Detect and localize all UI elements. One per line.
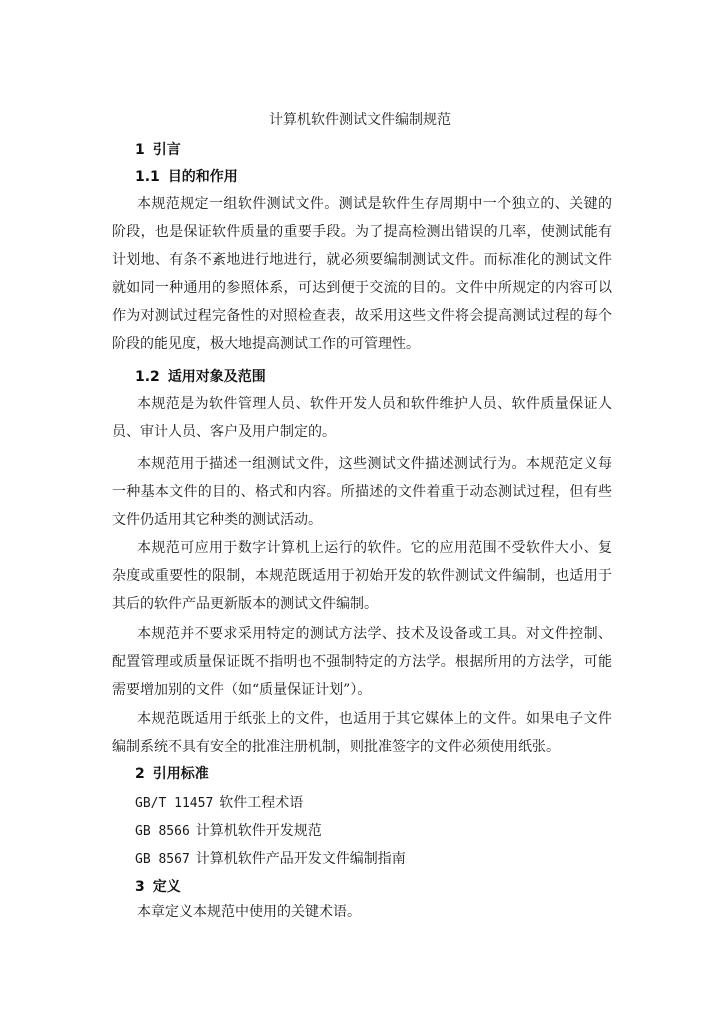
paragraph-purpose: 本规范规定一组软件测试文件。测试是软件生存周期中一个独立的、关键的阶段，也是保证软件质量的重要手段。为了提高检测出错误的几率，使测试能有计划地、有条不紊地进行地进行，就必须要编制测试文件。而标准化的测试文件就如同一种通用的参照体系，可达到便于交流的目的。文件中所规定的内容可以作为对测试过程完备性的对照检查表，故采用这些文件将会提高测试过程的每个阶段的能见度，极大地提高测试工作的可管理性。	[112, 196, 612, 352]
section-heading-3	[135, 877, 181, 897]
reference-item	[135, 821, 322, 842]
reference-item	[135, 793, 303, 814]
section-number: 3	[135, 879, 145, 895]
paragraph-scope-4: 本规范并不要求采用特定的测试方法学、技术及设备或工具。对文件控制、配置管理或质量保证既不指明也不强制特定的方法学。根据所用的方法学，可能需要增加别的文件（如“质量保证计划”）。	[112, 626, 612, 698]
section-title: 定义	[152, 879, 181, 895]
section-number: 1.1	[135, 169, 160, 185]
reference-code: GB 8566	[135, 824, 190, 839]
section-heading-1	[135, 140, 181, 160]
reference-item	[135, 849, 406, 870]
section-heading-1-1	[135, 167, 238, 187]
reference-name: 软件工程术语	[219, 795, 304, 811]
section-title: 引言	[152, 142, 181, 158]
section-title: 适用对象及范围	[167, 369, 266, 385]
section-number: 1	[135, 142, 145, 158]
paragraph-scope-3: 本规范可应用于数字计算机上运行的软件。它的应用范围不受软件大小、复杂度或重要性的限制，本规范既适用于初始开发的软件测试文件编制，也适用于其后的软件产品更新版本的测试文件编制。	[112, 540, 612, 612]
reference-name: 计算机软件开发规范	[195, 823, 322, 839]
section-number: 2	[135, 766, 145, 782]
paragraph-scope-1: 本规范是为软件管理人员、软件开发人员和软件维护人员、软件质量保证人员、审计人员、客户及用户制定的。	[112, 396, 612, 440]
paragraph-definitions: 本章定义本规范中使用的关键术语。	[137, 904, 361, 920]
paragraph-scope-5: 本规范既适用于纸张上的文件，也适用于其它媒体上的文件。如果电子文件编制系统不具有安全的批准注册机制，则批准签字的文件必须使用纸张。	[112, 711, 612, 755]
paragraph-scope-2: 本规范用于描述一组测试文件，这些测试文件描述测试行为。本规范定义每一种基本文件的目的、格式和内容。所描述的文件着重于动态测试过程，但有些文件仍适用其它种类的测试活动。	[112, 456, 612, 528]
section-title: 引用标准	[152, 766, 209, 782]
reference-code: GB 8567	[135, 852, 190, 867]
reference-name: 计算机软件产品开发文件编制指南	[195, 851, 406, 867]
section-heading-1-2	[135, 367, 266, 387]
reference-code: GB/T 11457	[135, 796, 214, 811]
section-heading-2	[135, 764, 209, 784]
document-title: 计算机软件测试文件编制规范	[269, 112, 451, 128]
section-number: 1.2	[135, 369, 160, 385]
section-title: 目的和作用	[167, 169, 238, 185]
